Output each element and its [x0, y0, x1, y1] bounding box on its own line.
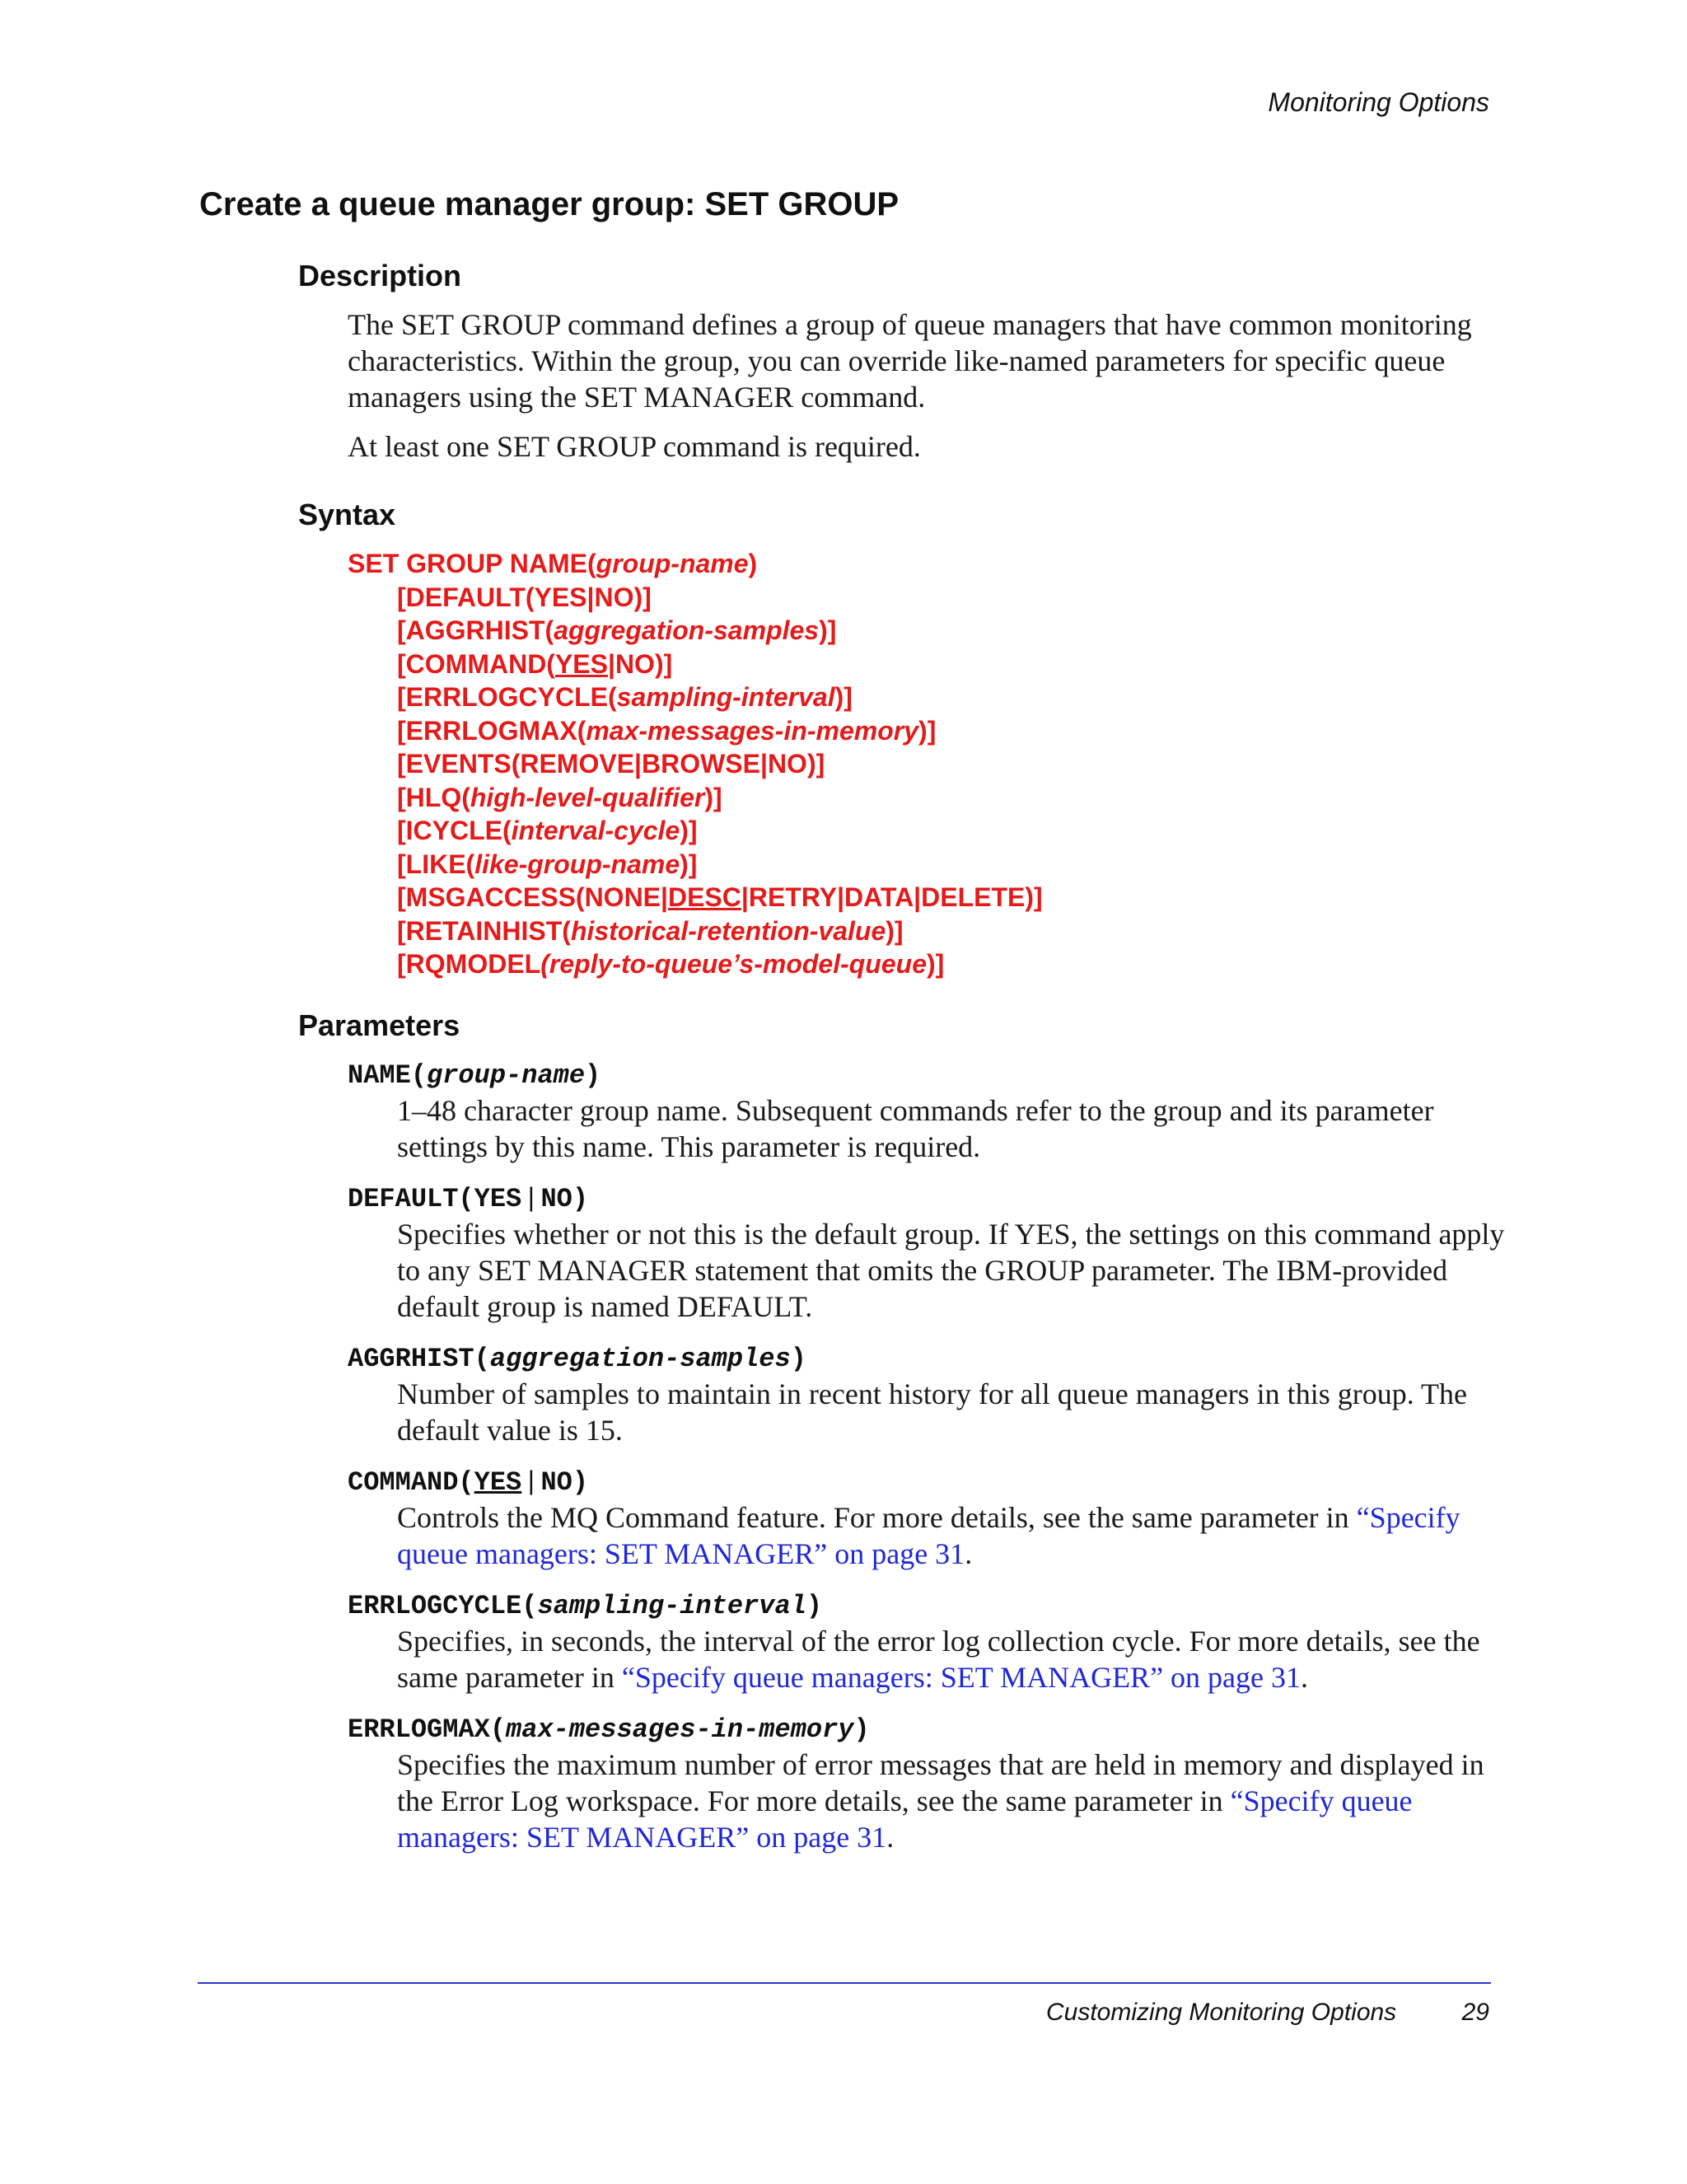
syntax-line-rqmodel: [RQMODEL(reply-to-queue’s-model-queue)]: [397, 949, 945, 979]
set-manager-link[interactable]: “Specify queue managers: SET MANAGER” on page 31: [397, 1784, 1413, 1854]
syntax-line-events: [EVENTS(REMOVE|BROWSE|NO)]: [397, 749, 825, 779]
syntax-line-msgaccess: [MSGACCESS(NONE|DESC|RETRY|DATA|DELETE)]: [397, 882, 1043, 912]
syntax-block: [348, 547, 1043, 981]
syntax-heading: Syntax: [298, 498, 396, 531]
description-note: At least one SET GROUP command is required.: [348, 430, 921, 463]
set-manager-link[interactable]: “Specify queue managers: SET MANAGER” on page 31: [397, 1501, 1460, 1570]
footer-divider: [198, 1982, 1491, 1984]
param-default-description: Specifies whether or not this is the default group. If YES, the settings on this command apply to any SET MANAGER statement that omits the GROUP parameter. The IBM-provided default group is named DEFAULT.: [397, 1218, 1505, 1323]
param-errlogmax-description: Specifies the maximum number of error messages that are held in memory and displayed in the Error Log workspace. For more details, see the same parameter in “Specify queue managers: SET MANAGER” on page 31.: [397, 1748, 1484, 1854]
param-errlogcycle-label: ERRLOGCYCLE(sampling-interval): [348, 1591, 823, 1621]
param-command: [348, 1466, 1517, 1572]
param-name-description: 1–48 character group name. Subsequent commands refer to the group and its parameter settings by this name. This parameter is required.: [397, 1094, 1434, 1163]
page-number: 29: [1461, 1999, 1489, 2026]
parameters-heading: Parameters: [298, 1008, 460, 1042]
syntax-line-default: [DEFAULT(YES|NO)]: [397, 582, 652, 612]
set-manager-link[interactable]: “Specify queue managers: SET MANAGER” on page 31: [621, 1661, 1301, 1694]
syntax-line-set-group: SET GROUP NAME(group-name): [348, 549, 758, 578]
param-name-label: NAME(group-name): [348, 1060, 601, 1091]
description-heading: Description: [298, 259, 462, 292]
syntax-line-command: [COMMAND(YES|NO)]: [397, 648, 673, 679]
param-aggrhist: [348, 1343, 1517, 1448]
param-errlogmax-label: ERRLOGMAX(max-messages-in-memory): [348, 1714, 870, 1745]
page-title: Create a queue manager group: SET GROUP: [199, 186, 900, 222]
footer-title: Customizing Monitoring Options: [1046, 1999, 1397, 2026]
param-aggrhist-label: AGGRHIST(aggregation-samples): [348, 1344, 806, 1374]
syntax-line-retainhist: [RETAINHIST(historical-retention-value)]: [397, 915, 904, 946]
syntax-line-icycle: [ICYCLE(interval-cycle)]: [397, 816, 698, 845]
param-command-label: COMMAND(YES|NO): [348, 1467, 589, 1498]
param-errlogcycle: [348, 1590, 1517, 1695]
syntax-line-aggrhist: [AGGRHIST(aggregation-samples)]: [397, 615, 837, 645]
syntax-line-like: [LIKE(like-group-name)]: [397, 849, 698, 879]
syntax-line-errlogmax: [ERRLOGMAX(max-messages-in-memory)]: [397, 715, 937, 746]
param-errlogmax: [348, 1714, 1517, 1855]
description-paragraph: The SET GROUP command defines a group of queue managers that have common monitoring characteristics. Within the group, you can override like-named parameters for specific queue managers using the SET MANAGER command.: [348, 308, 1472, 414]
param-aggrhist-description: Number of samples to maintain in recent history for all queue managers in this group. The default value is 15.: [397, 1377, 1468, 1447]
param-default-label: DEFAULT(YES|NO): [348, 1184, 589, 1214]
param-errlogcycle-description: Specifies, in seconds, the interval of the error log collection cycle. For more details, see the same parameter in “Specify queue managers: SET MANAGER” on page 31.: [397, 1625, 1480, 1694]
param-command-description: Controls the MQ Command feature. For more details, see the same parameter in “Specify queue managers: SET MANAGER” on page 31.: [397, 1501, 1460, 1570]
running-header: Monitoring Options: [1268, 87, 1489, 117]
syntax-line-hlq: [HLQ(high-level-qualifier)]: [397, 782, 722, 812]
param-default: [348, 1183, 1517, 1325]
syntax-line-errlogcycle: [ERRLOGCYCLE(sampling-interval)]: [397, 682, 853, 712]
param-name: [348, 1059, 1517, 1165]
